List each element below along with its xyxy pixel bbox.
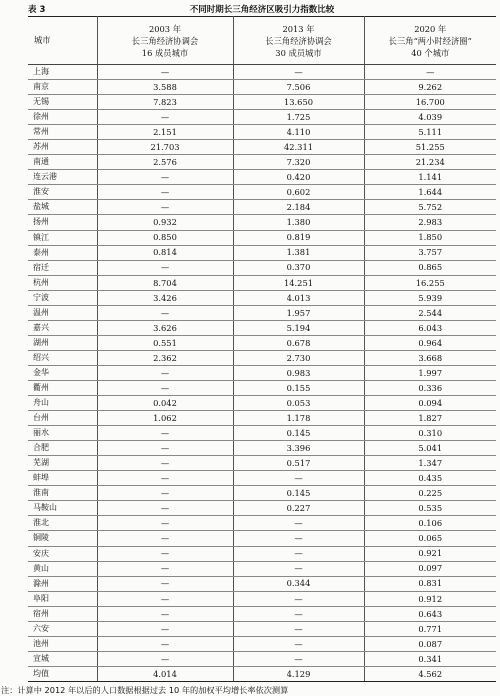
- value-2020-cell: 0.831: [364, 576, 496, 591]
- value-2013-cell: —: [233, 651, 364, 666]
- value-2003-cell: 0.042: [97, 396, 233, 411]
- table-row: [28, 320, 496, 335]
- city-cell: 阜阳: [28, 591, 97, 606]
- value-2003-cell: 0.932: [97, 215, 233, 230]
- value-2013-cell: 4.013: [233, 290, 364, 305]
- value-2003-cell: —: [97, 576, 233, 591]
- value-2003-cell: 2.362: [97, 350, 233, 365]
- table-row: [28, 230, 496, 245]
- value-2003-cell: 4.014: [97, 666, 233, 681]
- table-row: [28, 576, 496, 591]
- city-cell: 徐州: [28, 110, 97, 125]
- value-2013-cell: 0.983: [233, 365, 364, 380]
- value-2020-cell: 0.106: [364, 516, 496, 531]
- value-2013-cell: —: [233, 65, 364, 80]
- value-2020-cell: 2.983: [364, 215, 496, 230]
- table-row: [28, 65, 496, 80]
- value-2003-cell: —: [97, 260, 233, 275]
- table-row: [28, 396, 496, 411]
- value-2020-cell: 1.347: [364, 456, 496, 471]
- value-2003-cell: —: [97, 456, 233, 471]
- table-row: [28, 140, 496, 155]
- table-row: [28, 561, 496, 576]
- table-label: 表 3: [28, 5, 46, 15]
- header-2020: [364, 17, 496, 65]
- value-2003-cell: —: [97, 365, 233, 380]
- table-row: [28, 411, 496, 426]
- value-2020-cell: 21.234: [364, 155, 496, 170]
- table-caption: [28, 2, 496, 16]
- value-2020-cell: 1.827: [364, 411, 496, 426]
- value-2003-cell: —: [97, 636, 233, 651]
- value-2013-cell: —: [233, 636, 364, 651]
- value-2003-cell: —: [97, 561, 233, 576]
- city-cell: 黄山: [28, 561, 97, 576]
- value-2003-cell: 0.551: [97, 335, 233, 350]
- value-2013-cell: 1.381: [233, 245, 364, 260]
- value-2003-cell: 8.704: [97, 275, 233, 290]
- value-2020-cell: 0.964: [364, 335, 496, 350]
- value-2020-cell: 1.850: [364, 230, 496, 245]
- table-row: [28, 155, 496, 170]
- value-2013-cell: 42.311: [233, 140, 364, 155]
- header-2003-group: 长三角经济协调会: [131, 35, 199, 46]
- value-2003-cell: 0.850: [97, 230, 233, 245]
- table-row: [28, 275, 496, 290]
- value-2020-cell: 5.041: [364, 441, 496, 456]
- document-page: [1, 2, 496, 696]
- table-row: [28, 380, 496, 395]
- value-2013-cell: —: [233, 516, 364, 531]
- city-cell: 金华: [28, 365, 97, 380]
- city-cell: 连云港: [28, 170, 97, 185]
- table-row: [28, 365, 496, 380]
- table-row: [28, 516, 496, 531]
- table-note: 注：计算中 2012 年以后的人口数据根据过去 10 年的加权平均增长率依次测算: [1, 684, 289, 695]
- value-2003-cell: 3.626: [97, 320, 233, 335]
- value-2013-cell: 3.396: [233, 441, 364, 456]
- value-2020-cell: 2.544: [364, 305, 496, 320]
- value-2013-cell: 1.957: [233, 305, 364, 320]
- city-cell: 均值: [28, 666, 97, 681]
- value-2003-cell: 21.703: [97, 140, 233, 155]
- value-2013-cell: 4.110: [233, 125, 364, 140]
- header-2013: [233, 17, 364, 65]
- city-cell: 无锡: [28, 95, 97, 110]
- header-2003-count: 16 成员城市: [141, 47, 189, 58]
- header-2013-group: 长三角经济协调会: [265, 35, 332, 46]
- city-cell: 淮南: [28, 486, 97, 501]
- table-row: [28, 290, 496, 305]
- table-row: [28, 606, 496, 621]
- value-2020-cell: 0.336: [364, 380, 496, 395]
- city-cell: 铜陵: [28, 531, 97, 546]
- header-2020-year: 2020 年: [414, 23, 447, 34]
- city-cell: 上海: [28, 65, 97, 80]
- value-2003-cell: —: [97, 591, 233, 606]
- table-row: [28, 666, 496, 681]
- value-2020-cell: 1.997: [364, 365, 496, 380]
- table-row: [28, 80, 496, 95]
- city-cell: 衢州: [28, 380, 97, 395]
- table-row: [28, 95, 496, 110]
- city-cell: 南京: [28, 80, 97, 95]
- city-cell: 蚌埠: [28, 471, 97, 486]
- header-2013-year: 2013 年: [282, 23, 315, 34]
- value-2020-cell: 4.562: [364, 666, 496, 681]
- value-2003-cell: —: [97, 441, 233, 456]
- value-2020-cell: 5.939: [364, 290, 496, 305]
- value-2003-cell: —: [97, 606, 233, 621]
- value-2003-cell: —: [97, 486, 233, 501]
- table-row: [28, 335, 496, 350]
- table-row: [28, 636, 496, 651]
- value-2020-cell: 3.668: [364, 350, 496, 365]
- value-2020-cell: 0.065: [364, 531, 496, 546]
- value-2020-cell: 0.535: [364, 501, 496, 516]
- city-cell: 池州: [28, 636, 97, 651]
- attraction-index-table: [28, 16, 496, 682]
- value-2003-cell: —: [97, 531, 233, 546]
- city-cell: 泰州: [28, 245, 97, 260]
- table-row: [28, 456, 496, 471]
- header-2003-year: 2003 年: [148, 23, 182, 34]
- value-2003-cell: 3.426: [97, 290, 233, 305]
- value-2020-cell: 5.752: [364, 200, 496, 215]
- value-2013-cell: 0.053: [233, 396, 364, 411]
- value-2003-cell: 2.151: [97, 125, 233, 140]
- value-2013-cell: —: [233, 606, 364, 621]
- value-2020-cell: 0.087: [364, 636, 496, 651]
- value-2020-cell: 5.111: [364, 125, 496, 140]
- table-row: [28, 245, 496, 260]
- value-2003-cell: 3.588: [97, 80, 233, 95]
- value-2013-cell: 7.320: [233, 155, 364, 170]
- value-2013-cell: —: [233, 531, 364, 546]
- value-2020-cell: 0.310: [364, 426, 496, 441]
- value-2013-cell: 1.178: [233, 411, 364, 426]
- value-2013-cell: 0.227: [233, 501, 364, 516]
- city-cell: 丽水: [28, 426, 97, 441]
- table-row: [28, 426, 496, 441]
- value-2003-cell: —: [97, 651, 233, 666]
- value-2013-cell: 0.145: [233, 426, 364, 441]
- city-cell: 绍兴: [28, 350, 97, 365]
- city-cell: 苏州: [28, 140, 97, 155]
- table-row: [28, 651, 496, 666]
- value-2020-cell: 0.097: [364, 561, 496, 576]
- table-row: [28, 110, 496, 125]
- value-2013-cell: —: [233, 591, 364, 606]
- value-2020-cell: 0.341: [364, 651, 496, 666]
- value-2013-cell: 0.155: [233, 380, 364, 395]
- value-2013-cell: 0.370: [233, 260, 364, 275]
- header-2003: [97, 17, 233, 65]
- value-2013-cell: 13.650: [233, 95, 364, 110]
- value-2003-cell: 2.576: [97, 155, 233, 170]
- city-cell: 淮安: [28, 185, 97, 200]
- table-row: [28, 591, 496, 606]
- city-cell: 六安: [28, 621, 97, 636]
- table-row: [28, 200, 496, 215]
- value-2003-cell: —: [97, 380, 233, 395]
- city-cell: 芜湖: [28, 456, 97, 471]
- table-row: [28, 621, 496, 636]
- city-cell: 盐城: [28, 200, 97, 215]
- value-2003-cell: —: [97, 516, 233, 531]
- city-cell: 合肥: [28, 441, 97, 456]
- value-2020-cell: 0.865: [364, 260, 496, 275]
- value-2003-cell: 1.062: [97, 411, 233, 426]
- value-2003-cell: —: [97, 471, 233, 486]
- value-2013-cell: 1.725: [233, 110, 364, 125]
- value-2020-cell: 4.039: [364, 110, 496, 125]
- value-2013-cell: 2.184: [233, 200, 364, 215]
- value-2003-cell: 7.823: [97, 95, 233, 110]
- table-row: [28, 531, 496, 546]
- city-cell: 宁波: [28, 290, 97, 305]
- city-cell: 宿州: [28, 606, 97, 621]
- table-row: [28, 305, 496, 320]
- city-cell: 宣城: [28, 651, 97, 666]
- city-cell: 杭州: [28, 275, 97, 290]
- value-2020-cell: 9.262: [364, 80, 496, 95]
- value-2020-cell: —: [364, 65, 496, 80]
- city-cell: 马鞍山: [28, 501, 97, 516]
- table-row: [28, 486, 496, 501]
- city-cell: 温州: [28, 305, 97, 320]
- value-2020-cell: 0.771: [364, 621, 496, 636]
- value-2020-cell: 3.757: [364, 245, 496, 260]
- value-2013-cell: 7.506: [233, 80, 364, 95]
- header-2020-group: 长三角“两小时经济圈”: [388, 35, 472, 46]
- value-2003-cell: —: [97, 546, 233, 561]
- value-2013-cell: —: [233, 621, 364, 636]
- table-row: [28, 215, 496, 230]
- header-city: 城市: [28, 17, 97, 65]
- table-row: [28, 501, 496, 516]
- value-2020-cell: 0.094: [364, 396, 496, 411]
- value-2020-cell: 51.255: [364, 140, 496, 155]
- value-2013-cell: 0.819: [233, 230, 364, 245]
- value-2013-cell: 0.517: [233, 456, 364, 471]
- value-2003-cell: —: [97, 185, 233, 200]
- value-2013-cell: 5.194: [233, 320, 364, 335]
- value-2020-cell: 16.255: [364, 275, 496, 290]
- city-cell: 嘉兴: [28, 320, 97, 335]
- value-2013-cell: 1.380: [233, 215, 364, 230]
- header-2013-count: 30 成员城市: [275, 47, 322, 58]
- city-cell: 南通: [28, 155, 97, 170]
- table-row: [28, 260, 496, 275]
- table-header-row: [28, 17, 496, 65]
- city-cell: 安庆: [28, 546, 97, 561]
- city-cell: 宿迁: [28, 260, 97, 275]
- value-2013-cell: 4.129: [233, 666, 364, 681]
- value-2013-cell: 14.251: [233, 275, 364, 290]
- value-2013-cell: —: [233, 546, 364, 561]
- value-2020-cell: 0.225: [364, 486, 496, 501]
- table-row: [28, 471, 496, 486]
- value-2013-cell: —: [233, 471, 364, 486]
- table-row: [28, 185, 496, 200]
- value-2020-cell: 0.921: [364, 546, 496, 561]
- value-2003-cell: —: [97, 621, 233, 636]
- value-2020-cell: 0.643: [364, 606, 496, 621]
- value-2013-cell: 2.730: [233, 350, 364, 365]
- value-2003-cell: —: [97, 305, 233, 320]
- value-2013-cell: 0.678: [233, 335, 364, 350]
- value-2020-cell: 1.644: [364, 185, 496, 200]
- value-2003-cell: —: [97, 110, 233, 125]
- city-cell: 舟山: [28, 396, 97, 411]
- table-row: [28, 441, 496, 456]
- value-2020-cell: 16.700: [364, 95, 496, 110]
- value-2020-cell: 0.912: [364, 591, 496, 606]
- table-row: [28, 350, 496, 365]
- value-2003-cell: —: [97, 170, 233, 185]
- city-cell: 台州: [28, 411, 97, 426]
- table-row: [28, 546, 496, 561]
- value-2020-cell: 6.043: [364, 320, 496, 335]
- city-cell: 湖州: [28, 335, 97, 350]
- table-title: 不同时期长三角经济区吸引力指数比较: [189, 5, 335, 15]
- value-2013-cell: 0.145: [233, 486, 364, 501]
- value-2003-cell: —: [97, 200, 233, 215]
- value-2003-cell: 0.814: [97, 245, 233, 260]
- value-2013-cell: 0.420: [233, 170, 364, 185]
- city-cell: 滁州: [28, 576, 97, 591]
- city-cell: 镇江: [28, 230, 97, 245]
- value-2013-cell: —: [233, 561, 364, 576]
- value-2020-cell: 1.141: [364, 170, 496, 185]
- value-2003-cell: —: [97, 426, 233, 441]
- city-cell: 淮北: [28, 516, 97, 531]
- value-2003-cell: —: [97, 501, 233, 516]
- table-row: [28, 170, 496, 185]
- table-body: [28, 65, 496, 682]
- value-2013-cell: 0.602: [233, 185, 364, 200]
- value-2020-cell: 0.435: [364, 471, 496, 486]
- table-row: [28, 125, 496, 140]
- city-cell: 常州: [28, 125, 97, 140]
- value-2003-cell: —: [97, 65, 233, 80]
- city-cell: 扬州: [28, 215, 97, 230]
- header-2020-count: 40 个城市: [411, 47, 450, 58]
- value-2013-cell: 0.344: [233, 576, 364, 591]
